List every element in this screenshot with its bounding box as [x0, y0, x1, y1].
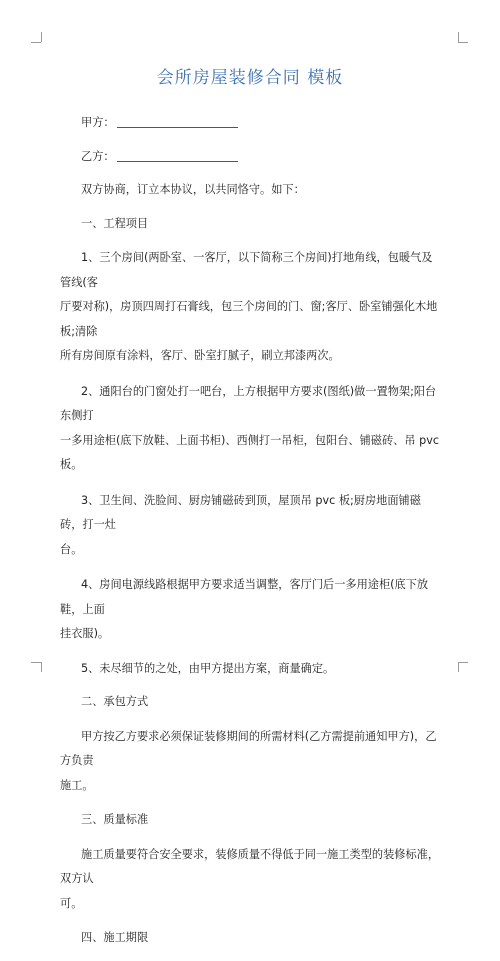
- intro-text: 双方协商，订立本协议，以共同恪守。如下：: [81, 183, 305, 196]
- section-4-heading: 四、施工期限: [81, 931, 149, 944]
- section-1-item-4: 4、房间电源线路根据甲方要求适当调整，客厅门后一多用途柜(底下放鞋，上面 挂衣服)。: [60, 578, 429, 640]
- section-2-body: 甲方按乙方要求必须保证装修期间的所需材料(乙方需提前通知甲方)，乙方负责 施工。: [60, 729, 437, 792]
- party-a-blank[interactable]: [117, 114, 238, 128]
- section-1-item-1: 1、三个房间(两卧室、一客厅，以下简称三个房间)打地角线，包暖气及管线(客 厅要对称)，房顶四周打石膏线，包三个房间的门、窗;客厅、卧室铺强化木地板;清除 所有房间原有涂料，客厅、卧室打腻子，刷立邦漆两次。: [60, 251, 438, 362]
- section-1-item-5: 5、未尽细节的之处，由甲方提出方案，商量确定。: [81, 661, 335, 675]
- section-1-item-2: 2、通阳台的门窗处打一吧台，上方根据甲方要求(图纸)做一置物架;阳台东侧打 一多用途柜(底下放鞋、上面书柜)、西侧打一吊柜，包阳台、铺磁砖、吊 pvc 板。: [60, 384, 439, 471]
- party-a-line: [60, 112, 442, 134]
- section-3-heading: 三、质量标准: [81, 813, 149, 826]
- section-3-body: 施工质量要符合安全要求，装修质量不得低于同一施工类型的装修标准，双方认 可。: [60, 847, 440, 910]
- document-body: [60, 112, 442, 961]
- section-1-item-3: 3、卫生间、洗脸间、厨房铺磁砖到顶，屋顶吊 pvc 板;厨房地面铺磁砖，打一灶 台。: [60, 493, 421, 556]
- party-a-label: 甲方：: [81, 116, 115, 129]
- party-b-blank[interactable]: [117, 148, 238, 162]
- section-2-heading: 二、承包方式: [81, 695, 149, 708]
- party-b-label: 乙方：: [81, 149, 115, 163]
- section-1-heading: 一、工程项目: [81, 216, 149, 230]
- document-title: 会所房屋装修合同 模板: [156, 68, 344, 88]
- party-b-line: [60, 146, 442, 168]
